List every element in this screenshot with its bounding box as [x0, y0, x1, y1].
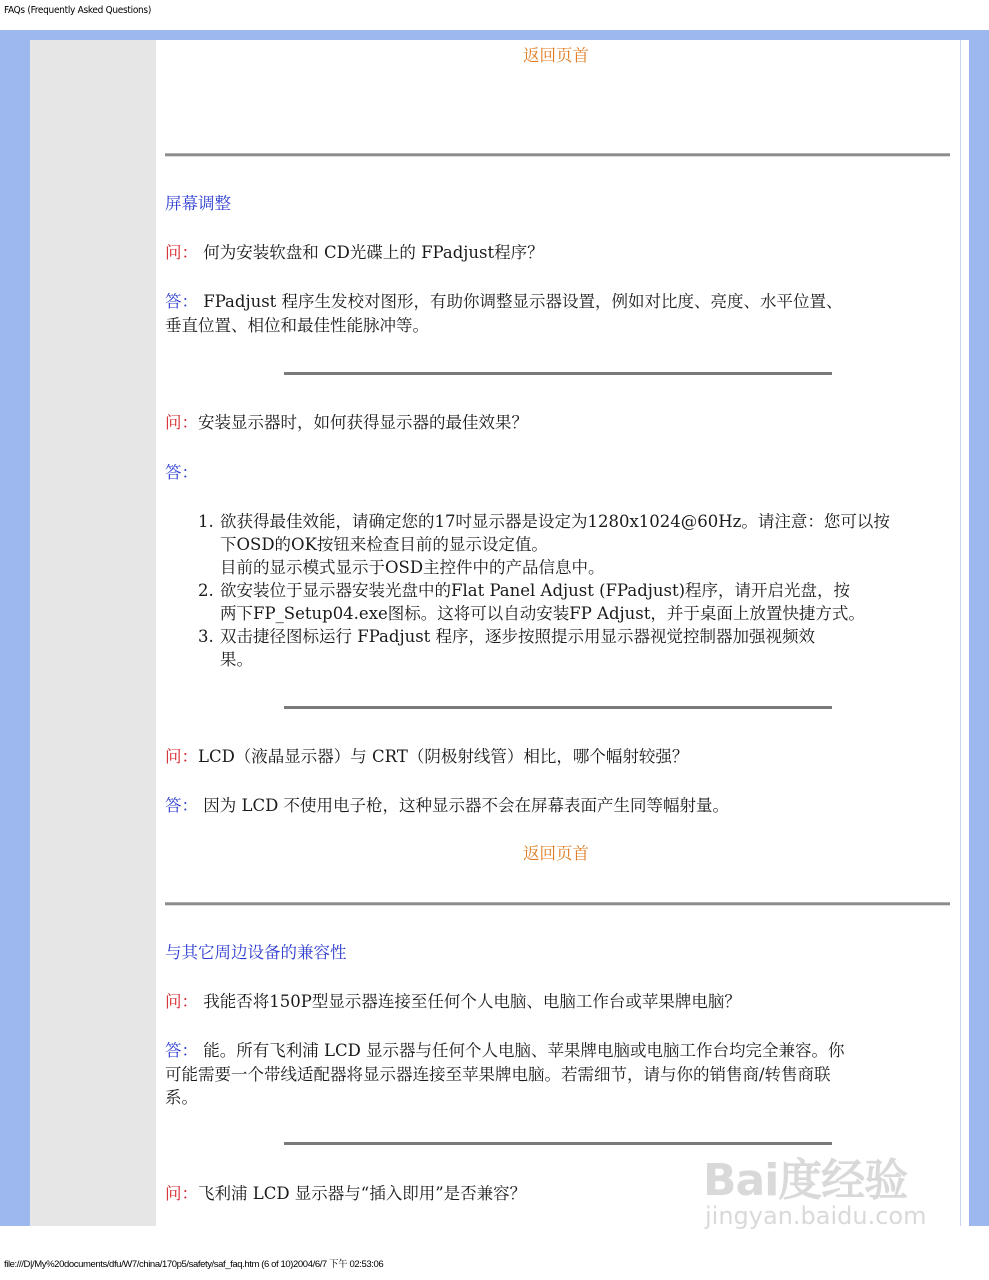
question-label: 问： [165, 243, 198, 262]
list-item [198, 510, 958, 579]
answer-label: 答： [165, 796, 198, 815]
list-item [198, 579, 958, 625]
answer-label: 答： [165, 1041, 198, 1060]
answer-text: 因为 LCD 不使用电子枪，这种显示器不会在屏幕表面产生同等幅射量。 [198, 796, 730, 815]
answer-4-line-2: 可能需要一个带线适配器将显示器连接至苹果牌电脑。若需细节，请与你的销售商/转售商联 [165, 1065, 831, 1084]
question-5 [165, 1182, 526, 1205]
question-text: LCD（液晶显示器）与 CRT（阴极射线管）相比，哪个幅射较强？ [198, 747, 689, 766]
list-number: 2. [198, 581, 214, 600]
list-line: 两下FP_Setup04.exe图标。这将可以自动安装FP Adjust，并于桌面上放置快捷方式。 [220, 604, 865, 623]
section-divider [165, 902, 950, 906]
section-title-screen-adjust: 屏幕调整 [165, 194, 231, 213]
answer-label: 答： [165, 292, 198, 311]
list-line: 欲获得最佳效能，请确定您的17吋显示器是设定为1280x1024@60Hz。请注意：您可以按 [220, 512, 890, 531]
list-number: 3. [198, 627, 214, 646]
question-text: 何为安装软盘和 CD光碟上的 FPadjust程序？ [198, 243, 544, 262]
back-to-top-link[interactable]: 返回页首 [523, 46, 589, 65]
question-label: 问： [165, 1184, 198, 1203]
list-line: 果。 [220, 650, 253, 669]
list-item [198, 625, 958, 671]
right-strip [960, 40, 969, 1226]
list-line: 欲安装位于显示器安装光盘中的Flat Panel Adjust (FPadjust)程序，请开启光盘，按 [220, 581, 851, 600]
section-divider [165, 153, 950, 157]
answer-1-line-2: 垂直位置、相位和最佳性能脉冲等。 [165, 316, 429, 335]
list-line: 下OSD的OK按钮来检查目前的显示设定值。 [220, 535, 548, 554]
back-to-top-link[interactable]: 返回页首 [523, 844, 589, 863]
answer-4-line-3: 系。 [165, 1088, 198, 1107]
question-label: 问： [165, 413, 198, 432]
section-title-compatibility: 与其它周边设备的兼容性 [165, 943, 347, 962]
question-text: 安装显示器时，如何获得显示器的最佳效果？ [198, 413, 528, 432]
list-line: 目前的显示模式显示于OSD主控件中的产品信息中。 [220, 558, 605, 577]
question-text: 飞利浦 LCD 显示器与“插入即用”是否兼容？ [198, 1184, 527, 1203]
answer-2-list [198, 510, 958, 671]
answer-text: 能。所有飞利浦 LCD 显示器与任何个人电脑、苹果牌电脑或电脑工作台均完全兼容。你 [198, 1041, 845, 1060]
answer-text: FPadjust 程序生发校对图形，有助你调整显示器设置，例如对比度、亮度、水平位置、 [198, 292, 843, 311]
answer-4-line-1 [165, 1039, 845, 1062]
baidu-jingyan-watermark [703, 1136, 953, 1236]
question-label: 问： [165, 992, 198, 1011]
question-label: 问： [165, 747, 198, 766]
page-header-title: FAQs (Frequently Asked Questions) [4, 5, 152, 16]
question-text: 我能否将150P型显示器连接至任何个人电脑、电脑工作台或苹果牌电脑？ [198, 992, 741, 1011]
list-line: 双击捷径图标运行 FPadjust 程序，逐步按照提示用显示器视觉控制器加强视频效 [220, 627, 816, 646]
answer-3 [165, 794, 729, 817]
question-2 [165, 411, 528, 434]
question-1 [165, 241, 544, 264]
watermark-logo: Bai度经验 [703, 1155, 908, 1206]
page-footer-path: file:///D|/My%20documents/dfu/W7/china/170p5/safety/saf_faq.htm (6 of 10)2004/6/7 下午 02:53:06 [4, 1259, 384, 1270]
answer-label: 答： [165, 463, 198, 482]
left-sidebar [30, 40, 156, 1226]
qa-divider [284, 706, 832, 709]
question-3 [165, 745, 688, 768]
answer-1-line-1 [165, 290, 843, 313]
watermark-url: jingyan.baidu.com [705, 1202, 927, 1230]
list-number: 1. [198, 512, 214, 531]
question-4 [165, 990, 741, 1013]
qa-divider [284, 372, 832, 375]
